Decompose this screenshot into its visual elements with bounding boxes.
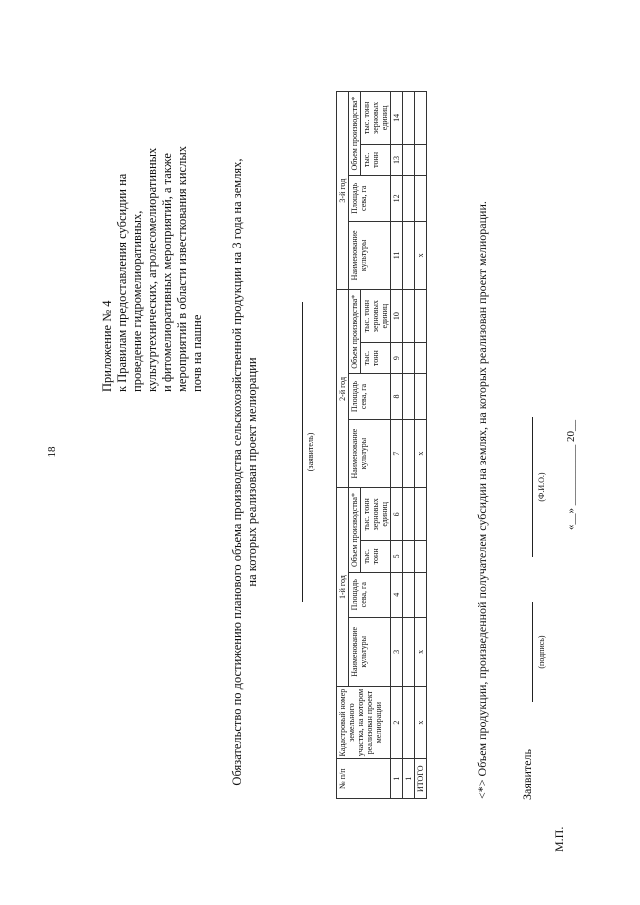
header-grain-2: тыс. тонн зерновых единиц — [361, 290, 391, 343]
cell — [403, 290, 415, 343]
total-row — [415, 92, 427, 799]
header-cadastral: Кадастровый номер земельного участка, на котором реализован проект мелиорации — [337, 686, 391, 759]
col-number: 11 — [391, 221, 403, 290]
header-volume-1: Объем производства* — [349, 488, 361, 572]
total-x: x — [415, 221, 427, 290]
col-number: 4 — [391, 572, 403, 617]
total-x: x — [415, 686, 427, 759]
col-number: 8 — [391, 374, 403, 419]
applicant-line — [302, 302, 303, 602]
header-year-1: 1-й год — [337, 488, 349, 686]
signature-line — [532, 602, 533, 702]
cell — [403, 686, 415, 759]
cell — [415, 488, 427, 541]
header-volume-2: Объем производства* — [349, 290, 361, 374]
cell — [403, 572, 415, 617]
cell — [403, 92, 415, 145]
col-number: 2 — [391, 686, 403, 759]
col-number: 10 — [391, 290, 403, 343]
header-crop-1: Наименование культуры — [349, 617, 391, 686]
cell — [415, 374, 427, 419]
name-line — [532, 417, 533, 557]
header-crop-3: Наименование культуры — [349, 221, 391, 290]
cell — [415, 541, 427, 572]
row-number: 1 — [403, 759, 415, 799]
col-number: 5 — [391, 541, 403, 572]
table-row — [403, 92, 415, 799]
stamp-label: М.П. — [552, 826, 566, 852]
document-title: Обязательство по достижению планового объема производства сельскохозяйственной продукции на 3 года на землях, на которых реализован проект мелиорации — [230, 158, 259, 786]
cell — [415, 290, 427, 343]
cell — [403, 374, 415, 419]
header-volume-3: Объем производства* — [349, 92, 361, 176]
header-num: № п/п — [337, 759, 391, 799]
column-number-row — [391, 92, 403, 799]
cell — [403, 488, 415, 541]
cell — [415, 342, 427, 373]
total-x: x — [415, 419, 427, 488]
col-number: 12 — [391, 176, 403, 221]
cell — [415, 144, 427, 175]
name-caption: (Ф.И.О.) — [537, 472, 546, 502]
header-area-2: Площадь сева, га — [349, 374, 391, 419]
col-number: 14 — [391, 92, 403, 145]
cell — [403, 144, 415, 175]
applicant-signature-label: Заявитель — [520, 749, 534, 800]
cell — [403, 617, 415, 686]
appendix-heading: Приложение № 4 — [100, 300, 114, 392]
col-number: 13 — [391, 144, 403, 175]
appendix-text: к Правилам предоставления субсидии на проведение гидромелиоративных, культуртехнических, агролесомелиоративных и фитомелиоративных мероприятий, а также мероприятий в области известкования кислых почв на пашне — [115, 146, 204, 392]
total-x: x — [415, 617, 427, 686]
footnote: <*> Объем продукции, произведенной получателем субсидии на землях, на которых реализован проект мелиорации. — [475, 201, 489, 799]
col-number: 6 — [391, 488, 403, 541]
header-year-2: 2-й год — [337, 290, 349, 488]
col-number: 3 — [391, 617, 403, 686]
cell — [403, 419, 415, 488]
cell — [403, 221, 415, 290]
header-tons-2: тыс. тонн — [361, 342, 391, 373]
rotated-page-content — [40, 52, 600, 852]
header-tons-3: тыс. тонн — [361, 144, 391, 175]
col-number: 7 — [391, 419, 403, 488]
cell — [403, 342, 415, 373]
total-label: ИТОГО — [415, 759, 427, 799]
header-grain-1: тыс. тонн зерновых единиц — [361, 488, 391, 541]
applicant-caption: (заявитель) — [306, 432, 315, 472]
header-year-3: 3-й год — [337, 92, 349, 290]
cell — [415, 572, 427, 617]
header-area-1: Площадь сева, га — [349, 572, 391, 617]
table-header-row-1 — [337, 92, 349, 799]
header-grain-3: тыс. тонн зерновых единиц — [361, 92, 391, 145]
cell — [415, 92, 427, 145]
page-number: 18 — [46, 446, 58, 458]
cell — [403, 541, 415, 572]
date-line: «__» ___________ 20__ — [565, 420, 577, 530]
header-tons-1: тыс. тонн — [361, 541, 391, 572]
production-table — [336, 91, 427, 799]
header-crop-2: Наименование культуры — [349, 419, 391, 488]
appendix-block — [100, 142, 205, 392]
cell — [403, 176, 415, 221]
col-number: 1 — [391, 759, 403, 799]
cell — [415, 176, 427, 221]
signature-caption: (подпись) — [537, 635, 546, 669]
header-area-3: Площадь сева, га — [349, 176, 391, 221]
col-number: 9 — [391, 342, 403, 373]
